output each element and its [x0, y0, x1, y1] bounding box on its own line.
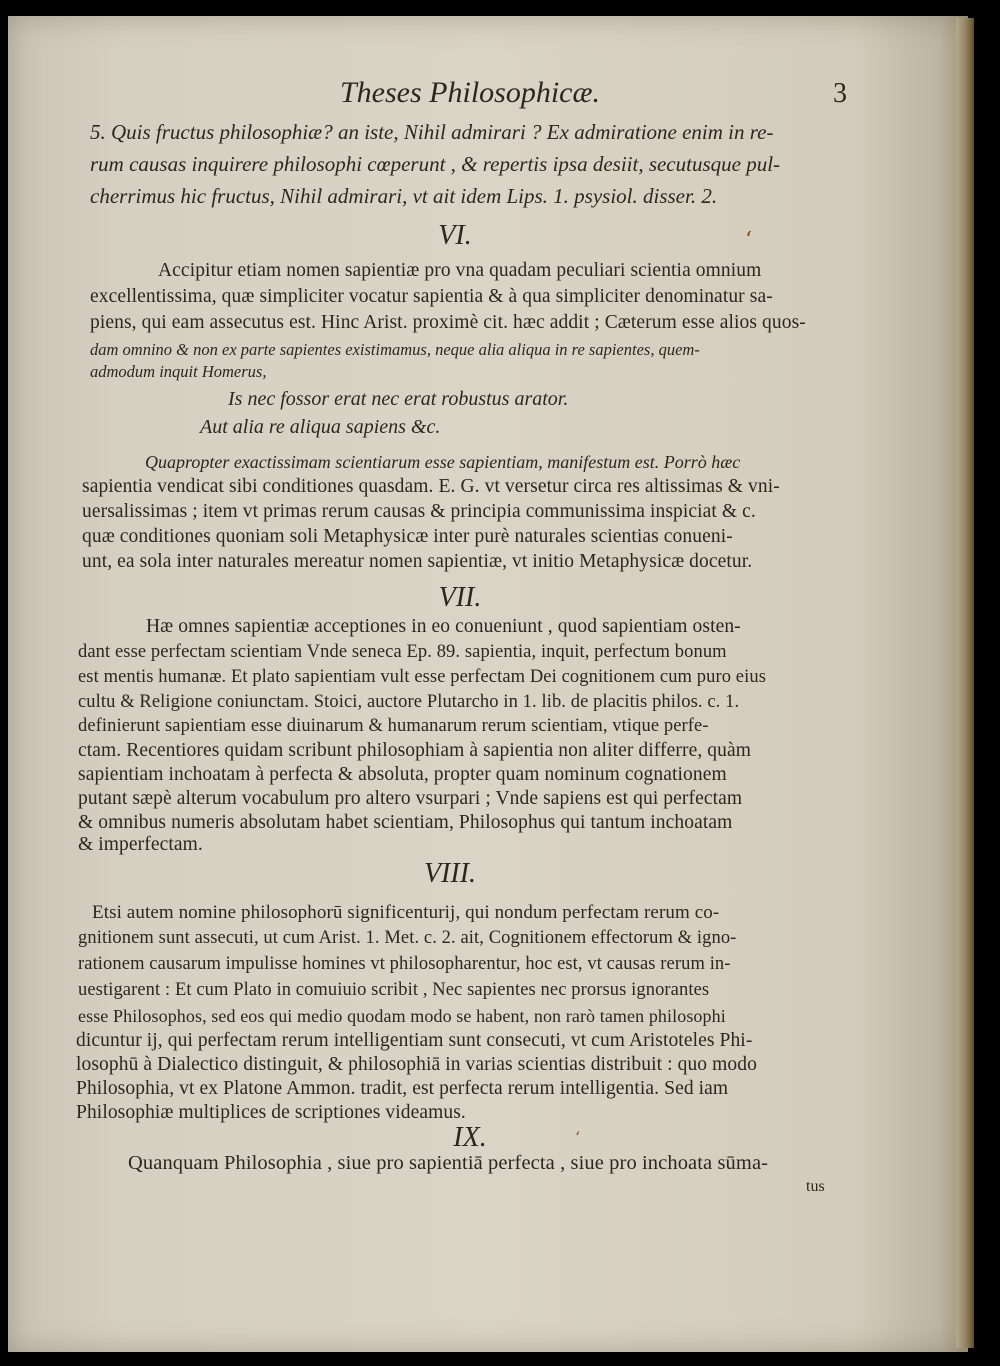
- text-line: sapientia vendicat sibi conditiones quasdam. E. G. vt versetur circa res altissimas & vni-: [82, 476, 780, 497]
- catchword: tus: [806, 1178, 825, 1195]
- text-line: dam omnino & non ex parte sapientes existimamus, neque alia aliqua in re sapientes, quem-: [90, 340, 700, 359]
- text-line: cherrimus hic fructus, Nihil admirari, vt ait idem Lips. 1. psysiol. disser. 2.: [90, 184, 718, 208]
- text-line: & imperfectam.: [78, 834, 203, 855]
- text-line: uersalissimas ; item vt primas rerum causas & principia communissima inspiciat & c.: [82, 501, 756, 522]
- ink-mark: ʻ: [575, 1128, 581, 1147]
- text-line: uestigarent : Et cum Plato in comuiuio scribit , Nec sapientes nec prorsus ignorantes: [78, 980, 710, 1000]
- text-line: cultu & Religione coniunctam. Stoici, auctore Plutarcho in 1. lib. de placitis philos. c. 1.: [78, 692, 740, 712]
- text-line: gnitionem sunt assecuti, ut cum Arist. 1. Met. c. 2. ait, Cognitionem effectorum & igno-: [78, 928, 737, 948]
- text-line: rationem causarum impulisse homines vt philosopharentur, hoc est, vt causas rerum in-: [78, 954, 731, 974]
- text-line: rum causas inquirere philosophi cœperunt , & repertis ipsa desiit, secutusque pul-: [90, 152, 781, 176]
- verse-line: Aut alia re aliqua sapiens &c.: [200, 416, 441, 438]
- text-line: Accipitur etiam nomen sapientiæ pro vna quadam peculiari scientia omnium: [158, 260, 762, 281]
- text-line: losophū à Dialectico distinguit, & philosophiā in varias scientias distribuit : quo modo: [76, 1054, 757, 1075]
- text-line: dicuntur ij, qui perfectam rerum intelligentiam sunt consecuti, vt cum Aristoteles Phi-: [76, 1030, 753, 1051]
- text-line: Hæ omnes sapientiæ acceptiones in eo conueniunt , quod sapientiam osten-: [146, 616, 741, 637]
- text-line: putant sæpè alterum vocabulum pro altero vsurpari ; Vnde sapiens est qui perfectam: [78, 788, 743, 809]
- section-number: VII.: [438, 582, 482, 613]
- text-line: piens, qui eam assecutus est. Hinc Arist. proximè cit. hæc addit ; Cæterum esse alios quos-: [90, 312, 806, 333]
- text-line: excellentissima, quæ simpliciter vocatur sapientia & à qua simpliciter denominatur sa-: [90, 286, 773, 307]
- page-number: 3: [833, 78, 847, 109]
- text-line: 5. Quis fructus philosophiæ? an iste, Nihil admirari ? Ex admiratione enim in re-: [90, 120, 774, 144]
- section-number: IX.: [453, 1122, 487, 1153]
- text-line: Quanquam Philosophia , siue pro sapientiā perfecta , siue pro inchoata sūma-: [128, 1152, 769, 1174]
- ink-mark: ʻ: [745, 228, 752, 253]
- verse-line: Is nec fossor erat nec erat robustus arator.: [228, 388, 569, 410]
- text-line: definierunt sapientiam esse diuinarum & humanarum rerum scientiam, vtique perfe-: [78, 716, 709, 736]
- text-line: & omnibus numeris absolutam habet scientiam, Philosophus qui tantum inchoatam: [78, 812, 733, 833]
- text-line: Philosophia, vt ex Platone Ammon. tradit, est perfecta rerum intelligentia. Sed iam: [76, 1078, 729, 1099]
- text-line: esse Philosophos, sed eos qui medio quodam modo se habent, non rarò tamen philosophi: [78, 1006, 726, 1026]
- text-line: Etsi autem nomine philosophorū significenturij, qui nondum perfectam rerum co-: [92, 902, 720, 923]
- section-number: VI.: [438, 220, 472, 251]
- text-line: admodum inquit Homerus,: [90, 362, 267, 381]
- text-line: Philosophiæ multiplices de scriptiones videamus.: [76, 1102, 466, 1123]
- text-line: unt, ea sola inter naturales mereatur nomen sapientiæ, vt initio Metaphysicæ docetur.: [82, 551, 753, 572]
- text-line: dant esse perfectam scientiam Vnde seneca Ep. 89. sapientia, inquit, perfectum bonum: [78, 642, 727, 662]
- page-edge: [956, 18, 974, 1348]
- section-number: VIII.: [423, 858, 477, 889]
- text-line: sapientiam inchoatam à perfecta & absoluta, propter quam nominum cognationem: [78, 764, 727, 785]
- text-line: Quapropter exactissimam scientiarum esse sapientiam, manifestum est. Porrò hæc: [145, 452, 741, 472]
- text-line: ctam. Recentiores quidam scribunt philosophiam à sapientia non aliter differre, quàm: [78, 740, 752, 761]
- text-line: est mentis humanæ. Et plato sapientiam vult esse perfectam Dei cognitionem cum puro eius: [78, 667, 766, 687]
- text-line: quæ conditiones quoniam soli Metaphysicæ inter purè naturales scientias conueni-: [82, 526, 733, 547]
- running-head: Theses Philosophicæ.: [340, 76, 600, 109]
